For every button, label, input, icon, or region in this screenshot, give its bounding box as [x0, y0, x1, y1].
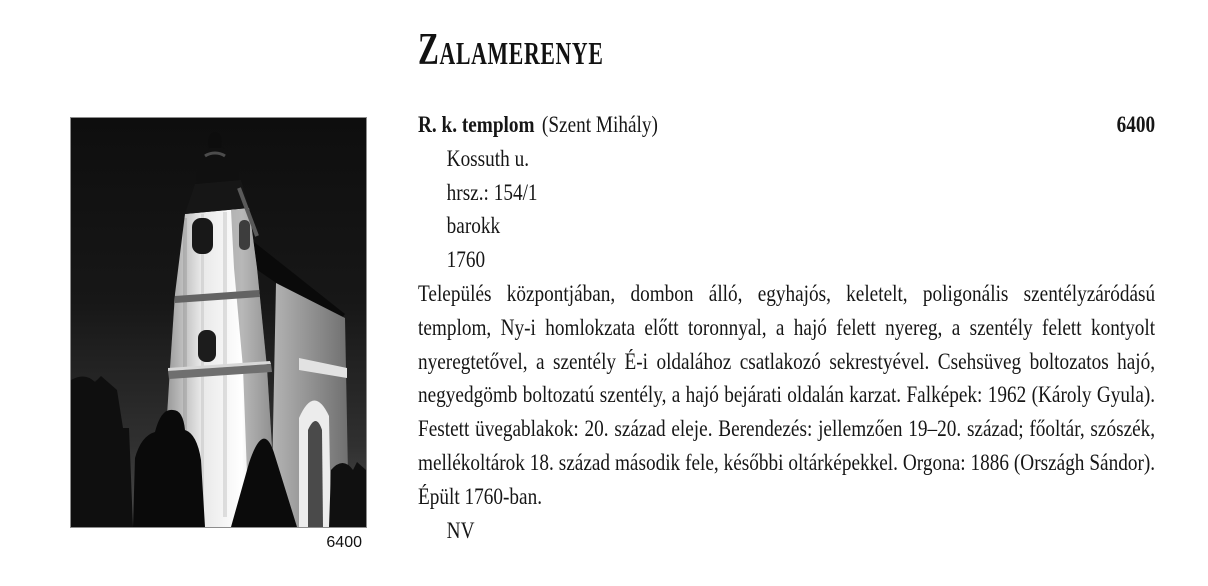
entry-address: Kossuth u. — [446, 145, 530, 172]
entry-register-number: 6400 — [1116, 112, 1156, 138]
entry-dedication: (Szent Mihály) — [541, 112, 658, 138]
church-photo-illustration — [71, 118, 366, 527]
monument-entry — [418, 109, 1155, 548]
church-photo — [70, 117, 367, 528]
photo-caption: 6400 — [326, 534, 362, 551]
entry-source: NV — [446, 517, 475, 544]
entry-description: Település központjában, dombon álló, egyhajós, keletelt, poligonális szentélyzáródású templom, Ny-i homlokzata előtt toronnyal, a hajó felett nyereg, a szentély felett kontyolt nyeregtetővel, a szentély É-i oldalához csatlakozó sekrestyével. Csehsüveg boltozatos hajó, negyedgömb boltozatú szentély, a hajó bejárati oldalán karzat. Falképek: 1962 (Károly Gyula). Festett üvegablakok: 20. század eleje. Berendezés: jellemzően 19–20. század; főoltár, szószék, mellékoltárok 18. század második fele, későbbi oltárképekkel. Orgona: 1886 (Országh Sándor). Épült 1760-ban. — [418, 280, 1156, 510]
entry-header — [418, 109, 1155, 143]
entry-title-group — [418, 109, 658, 143]
entry-style: barokk — [446, 213, 501, 240]
entry-date: 1760 — [446, 247, 486, 274]
entry-name: R. k. templom — [418, 112, 535, 138]
page-title: Zalamerenye — [418, 23, 604, 74]
entry-parcel-number: hrsz.: 154/1 — [446, 179, 538, 206]
